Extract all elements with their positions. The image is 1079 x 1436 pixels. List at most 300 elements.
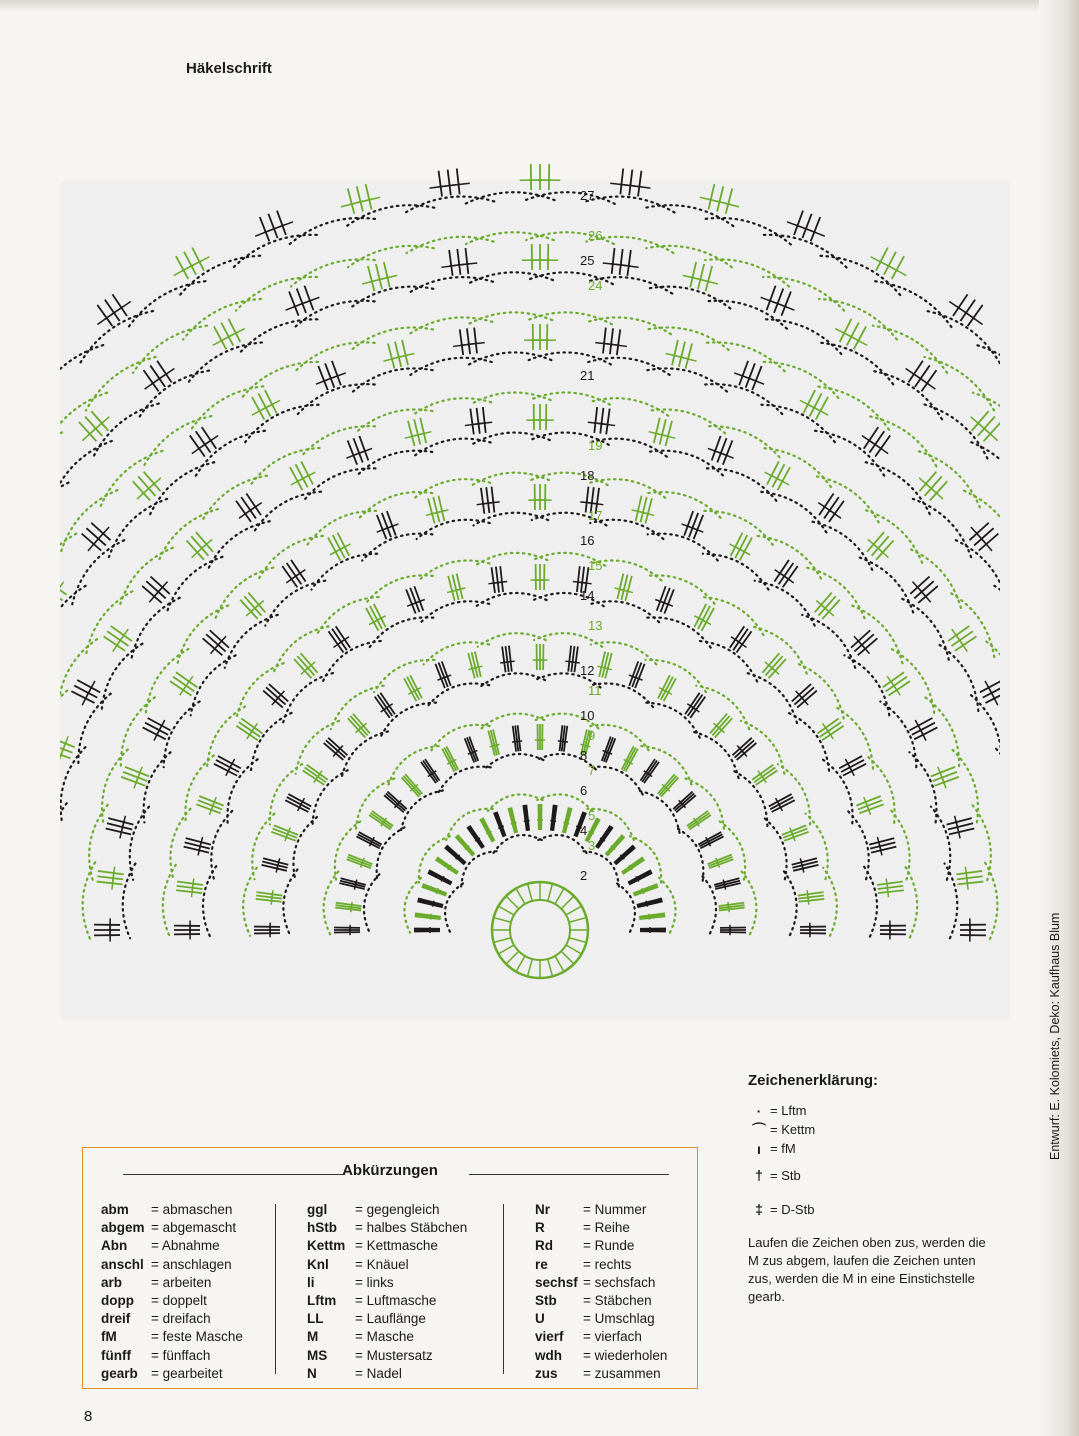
abbreviation-entry <box>307 1311 467 1329</box>
stitch-cluster <box>176 878 203 897</box>
abbreviation-key: N <box>307 1365 317 1381</box>
abbreviation-meaning: = halbes Stäbchen <box>355 1220 468 1236</box>
stitch-cluster <box>798 890 825 904</box>
stitch-cluster <box>324 738 348 760</box>
round-label: 12 <box>580 663 595 678</box>
abbreviation-key: Stb <box>535 1292 557 1308</box>
stitch-cluster <box>710 714 732 738</box>
stitch-cluster <box>637 898 663 907</box>
abbreviation-entry <box>101 1348 243 1366</box>
round-label: 14 <box>580 588 595 603</box>
abbreviation-meaning: = Umschlag <box>583 1311 655 1327</box>
stitch-cluster <box>682 511 704 539</box>
stitch-cluster <box>60 736 75 762</box>
abbreviation-meaning: = links <box>355 1274 394 1290</box>
round-label: 10 <box>580 708 595 723</box>
stitch-cluster <box>835 319 867 350</box>
stitch-cluster <box>862 427 890 456</box>
chain-round <box>60 192 1000 944</box>
stitch-cluster <box>787 211 825 242</box>
stitch-cluster <box>133 472 161 501</box>
abbreviation-entry <box>535 1238 667 1256</box>
stitch-cluster <box>285 794 311 812</box>
stitch-cluster <box>184 837 211 855</box>
abbreviation-entry <box>101 1275 243 1293</box>
stitch-cluster <box>628 870 652 884</box>
abbreviation-key: LL <box>307 1311 324 1327</box>
stitch-cluster <box>880 921 906 940</box>
abbreviations-title: Abkürzungen <box>342 1162 438 1179</box>
stitch-cluster <box>960 918 986 941</box>
stitch-mark <box>561 896 574 909</box>
stitch-cluster <box>377 511 399 539</box>
stitch-mark <box>566 945 582 954</box>
stitch-mark <box>569 918 586 923</box>
stitch-cluster <box>883 672 910 695</box>
stitch-cluster <box>633 884 658 896</box>
abbreviation-entry <box>535 1202 667 1220</box>
stitch-cluster <box>956 867 983 890</box>
stitch-mark <box>494 938 511 943</box>
abbreviation-meaning: = Luftmasche <box>355 1292 437 1308</box>
stitch-cluster <box>558 725 568 751</box>
stitch-mark <box>555 888 564 904</box>
abbreviation-meaning: = feste Masche <box>151 1329 243 1345</box>
abbreviation-key: re <box>535 1256 548 1272</box>
stitch-cluster <box>196 796 223 815</box>
stitch-cluster <box>629 661 645 688</box>
symbol-legend <box>748 1072 1008 1306</box>
stitch-mark <box>555 956 564 972</box>
stitch-cluster <box>417 898 443 907</box>
abbreviation-key: anschl <box>101 1256 144 1272</box>
stitch-cluster <box>421 759 440 783</box>
abbreviation-entry <box>307 1366 467 1384</box>
abbreviation-key: Abn <box>101 1238 128 1254</box>
stitch-cluster <box>632 496 655 524</box>
round-label: 27 <box>580 188 595 203</box>
round-label: 3 <box>588 838 596 853</box>
stitch-cluster <box>271 825 298 841</box>
stitch-cluster <box>947 816 975 839</box>
stitch-cluster <box>170 672 197 695</box>
abbreviation-meaning: = Kettmasche <box>355 1238 438 1254</box>
stitch-cluster <box>714 878 740 889</box>
legend-item <box>748 1192 1008 1226</box>
stitch-cluster <box>869 837 896 855</box>
stitch-cluster <box>683 262 718 291</box>
stitch-cluster <box>792 684 817 708</box>
stitch-cluster <box>666 340 697 369</box>
stitch-cluster <box>708 855 734 869</box>
stitch-cluster <box>622 857 645 874</box>
stitch-cluster <box>877 878 904 897</box>
abbreviation-meaning: = dreifach <box>151 1311 211 1327</box>
legend-label: = Lftm <box>770 1103 807 1118</box>
stitch-cluster <box>658 675 676 701</box>
stitch-cluster <box>603 248 639 276</box>
stitch-cluster <box>341 184 380 214</box>
stitch-cluster <box>639 913 665 919</box>
stitch-cluster <box>467 825 484 848</box>
stitch-cluster <box>362 262 397 291</box>
abbreviation-entry <box>535 1329 667 1347</box>
stitch-cluster <box>316 361 346 390</box>
round-label: 26 <box>588 228 603 243</box>
legend-label: = D-Stb <box>770 1201 815 1217</box>
legend-label: = Stb <box>770 1167 801 1183</box>
stitch-mark <box>498 945 514 954</box>
stitch-cluster <box>906 361 937 392</box>
stitch-cluster <box>733 738 757 760</box>
stitch-cluster <box>694 604 714 631</box>
bar-icon: ı <box>757 1140 761 1157</box>
stitch-cluster <box>761 286 795 316</box>
legend-item <box>748 1139 1008 1158</box>
abbreviation-meaning: = Reihe <box>583 1220 630 1236</box>
abbreviation-entry <box>101 1257 243 1275</box>
stitch-cluster <box>435 857 458 874</box>
abbreviation-meaning: = wiederholen <box>583 1347 668 1363</box>
stitch-cluster <box>236 494 262 522</box>
stitch-cluster <box>818 494 844 522</box>
stitch-mark <box>506 951 519 964</box>
chain-round <box>60 312 1000 942</box>
stitch-cluster <box>528 484 551 510</box>
stitch-cluster <box>698 832 723 848</box>
page-edge <box>0 0 1079 12</box>
abbreviation-entry <box>535 1257 667 1275</box>
round-label: 11 <box>588 683 602 698</box>
stitch-cluster <box>734 361 764 390</box>
divider <box>469 1174 669 1175</box>
stitch-cluster <box>563 807 572 833</box>
stitch-mark <box>494 918 511 923</box>
stitch-cluster <box>792 858 819 872</box>
abbreviation-meaning: = Stäbchen <box>583 1292 652 1308</box>
stitch-cluster <box>649 418 676 446</box>
stitch-mark <box>516 956 525 972</box>
round-label: 25 <box>580 253 595 268</box>
legend-title: Zeichenerklärung: <box>748 1072 879 1089</box>
stitch-cluster <box>524 324 556 350</box>
stitch-cluster <box>762 653 786 678</box>
abbreviation-entry <box>307 1329 467 1347</box>
stitch-cluster <box>910 576 938 602</box>
stitch-cluster <box>522 244 558 270</box>
stitch-cluster <box>508 807 517 833</box>
abbreviation-key: fünff <box>101 1347 131 1363</box>
stitch-mark <box>498 906 514 915</box>
divider <box>275 1204 276 1374</box>
stitch-cluster <box>526 404 554 430</box>
stitch-cluster <box>262 858 289 872</box>
round-label: 2 <box>580 868 588 883</box>
abbreviation-entry <box>535 1275 667 1293</box>
abbreviation-entry <box>535 1293 667 1311</box>
stitch-cluster <box>980 680 1000 705</box>
dot-icon: · <box>756 1102 762 1119</box>
abbreviations-column <box>307 1202 467 1384</box>
abbreviation-key: Knl <box>307 1256 329 1272</box>
stitch-cluster <box>685 693 705 718</box>
abbreviation-meaning: = gearbeitet <box>151 1365 223 1381</box>
stitch-cluster <box>97 294 130 326</box>
abbreviation-key: zus <box>535 1365 558 1381</box>
center-ring <box>510 900 570 960</box>
stitch-cluster <box>447 574 465 601</box>
stitch-cluster <box>867 532 893 560</box>
stitch-cluster <box>356 832 381 848</box>
abbreviation-meaning: = abgemascht <box>151 1220 237 1236</box>
abbreviation-meaning: = Knäuel <box>355 1256 409 1272</box>
stitch-cluster <box>435 661 451 688</box>
stitch-cluster <box>240 593 265 619</box>
abbreviation-meaning: = Nummer <box>583 1202 647 1217</box>
stitch-cluster <box>769 794 795 812</box>
stitch-cluster <box>596 825 613 848</box>
abbreviation-meaning: = Runde <box>583 1238 635 1254</box>
stitch-cluster <box>673 792 696 813</box>
stitch-cluster <box>700 184 739 214</box>
round-label: 19 <box>588 438 603 453</box>
abbreviation-meaning: = sechsfach <box>583 1274 656 1290</box>
abbreviation-key: dreif <box>101 1311 131 1327</box>
abbreviations-column <box>535 1202 667 1384</box>
stitch-cluster <box>658 774 679 797</box>
round-label: 13 <box>588 618 603 633</box>
stitch-cluster <box>94 918 120 941</box>
abbreviation-key: hStb <box>307 1220 337 1236</box>
stitch-mark <box>528 959 533 976</box>
stitch-cluster <box>334 925 360 935</box>
stitch-mark <box>548 884 553 901</box>
abbreviation-key: abm <box>101 1202 129 1217</box>
round-label: 17 <box>588 508 603 523</box>
stitch-cluster <box>488 566 507 593</box>
stitch-cluster <box>602 737 616 763</box>
stitch-cluster <box>428 870 452 884</box>
stitch-cluster <box>60 580 67 608</box>
abbreviation-key: Nr <box>535 1202 551 1217</box>
stitch-cluster <box>605 835 624 856</box>
stitch-cluster <box>328 533 351 561</box>
chain-round <box>83 473 998 939</box>
stitch-cluster <box>106 816 134 839</box>
stitch-cluster <box>405 418 432 446</box>
chain-round <box>364 754 716 933</box>
page-gutter <box>1039 0 1079 1436</box>
abbreviation-key: U <box>535 1311 545 1327</box>
stitch-cluster <box>730 626 752 652</box>
abbreviation-key: vierf <box>535 1329 564 1345</box>
dagger-icon: † <box>755 1167 763 1183</box>
stitch-cluster <box>614 845 635 864</box>
abbreviation-entry <box>307 1238 467 1256</box>
abbreviation-key: fM <box>101 1329 117 1345</box>
abbreviation-meaning: = Nadel <box>355 1365 402 1381</box>
stitch-cluster <box>565 646 579 673</box>
stitch-cluster <box>254 923 280 938</box>
legend-note: Laufen die Zeichen oben zus, werden die M zus abgem, laufen die Zeichen unten zus, werden die M in eine Einstichstelle gearb. <box>748 1235 986 1304</box>
abbreviation-meaning: = rechts <box>583 1256 632 1272</box>
abbreviation-key: dopp <box>101 1292 134 1308</box>
arc-icon: ⌒ <box>752 1121 766 1138</box>
stitch-cluster <box>531 564 550 590</box>
stitch-cluster <box>687 811 711 830</box>
round-label: 8 <box>580 748 588 763</box>
stitch-cluster <box>303 765 328 785</box>
stitch-cluster <box>82 523 111 551</box>
stitch-cluster <box>655 586 674 613</box>
stitch-cluster <box>186 532 212 560</box>
abbreviation-key: M <box>307 1329 319 1345</box>
stitch-cluster <box>121 767 149 789</box>
stitch-cluster <box>426 496 449 524</box>
stitch-cluster <box>190 427 218 456</box>
stitch-cluster <box>335 902 361 912</box>
stitch-cluster <box>468 652 482 679</box>
stitch-cluster <box>383 340 414 369</box>
abbreviation-meaning: = Masche <box>355 1329 414 1345</box>
abbreviation-key: Kettm <box>307 1238 346 1254</box>
stitch-cluster <box>948 626 976 652</box>
round-label: 24 <box>588 278 603 293</box>
round-label: 5 <box>588 808 596 823</box>
abbreviation-entry <box>101 1220 243 1238</box>
abbreviation-key: arb <box>101 1274 123 1290</box>
abbreviation-meaning: = Abnahme <box>151 1238 220 1254</box>
stitch-mark <box>528 884 533 901</box>
legend-item <box>748 1101 1008 1120</box>
legend-label: = Kettm <box>770 1122 816 1137</box>
stitch-cluster <box>752 765 777 785</box>
stitch-cluster <box>782 825 809 841</box>
stitch-cluster <box>512 725 522 751</box>
stitch-cluster <box>815 593 840 619</box>
abbreviation-meaning: = abmaschen <box>151 1202 233 1217</box>
stitch-cluster <box>523 805 529 831</box>
stitch-cluster <box>214 756 241 776</box>
stitch-cluster <box>480 818 494 842</box>
stitch-cluster <box>537 804 543 830</box>
stitch-cluster <box>79 411 109 441</box>
stitch-cluster <box>856 796 883 815</box>
stitch-cluster <box>800 390 828 420</box>
abbreviation-key: li <box>307 1274 315 1290</box>
stitch-cluster <box>931 767 959 789</box>
stitch-cluster <box>949 294 982 326</box>
stitch-cluster <box>174 921 200 940</box>
abbreviation-meaning: = arbeiten <box>151 1274 212 1290</box>
abbreviation-entry <box>101 1366 243 1384</box>
abbreviation-key: MS <box>307 1347 328 1363</box>
stitch-cluster <box>455 835 474 856</box>
stitch-cluster <box>97 867 124 890</box>
abbreviation-entry <box>535 1348 667 1366</box>
stitch-mark <box>506 896 519 909</box>
stitch-mark <box>516 888 525 904</box>
stitch-cluster <box>477 487 500 514</box>
stitch-cluster <box>104 626 132 652</box>
stitch-cluster <box>404 675 422 701</box>
stitch-cluster <box>369 811 393 830</box>
abbreviation-key: abgem <box>101 1220 145 1236</box>
stitch-cluster <box>328 626 350 652</box>
stitch-cluster <box>839 756 866 776</box>
abbreviation-entry <box>307 1293 467 1311</box>
stitch-cluster <box>422 884 447 896</box>
abbreviation-key: sechsf <box>535 1274 578 1290</box>
abbreviation-entry <box>101 1329 243 1347</box>
credit-line: Entwurf: E. Kolomiets, Deko: Kaufhaus Blum <box>1048 912 1062 1160</box>
abbreviation-key: Lftm <box>307 1292 337 1308</box>
stitch-cluster <box>774 560 797 587</box>
stitch-cluster <box>708 436 734 465</box>
stitch-cluster <box>286 286 320 316</box>
abbreviation-meaning: = anschlagen <box>151 1256 232 1272</box>
abbreviation-meaning: = Lauflänge <box>355 1311 426 1327</box>
stitch-mark <box>561 951 574 964</box>
stitch-cluster <box>465 737 479 763</box>
abbreviation-key: gearb <box>101 1365 138 1381</box>
stitch-cluster <box>919 472 947 501</box>
stitch-cluster <box>294 653 318 678</box>
stitch-cluster <box>256 890 283 904</box>
abbreviation-entry <box>307 1202 467 1220</box>
stitch-cluster <box>800 923 826 938</box>
legend-item <box>748 1120 1008 1139</box>
stitch-cluster <box>282 560 305 587</box>
stitch-cluster <box>718 902 744 912</box>
stitch-cluster <box>520 164 560 190</box>
stitch-cluster <box>765 461 790 490</box>
round-label: 15 <box>588 558 603 573</box>
abbreviation-entry <box>307 1275 467 1293</box>
round-label: 9 <box>588 728 596 743</box>
stitch-cluster <box>263 684 288 708</box>
stitch-cluster <box>347 855 373 869</box>
abbreviation-entry <box>101 1311 243 1329</box>
abbreviation-entry <box>307 1257 467 1275</box>
stitch-cluster <box>488 729 499 755</box>
stitch-cluster <box>640 759 659 783</box>
abbreviation-meaning: = gegengleich <box>355 1202 440 1217</box>
round-label: 18 <box>580 468 595 483</box>
round-label: 7 <box>588 763 596 778</box>
abbreviation-key: ggl <box>307 1202 328 1217</box>
page-title: Häkelschrift <box>186 60 272 77</box>
stitch-cluster <box>339 878 365 889</box>
stitch-cluster <box>610 169 650 197</box>
stitch-cluster <box>910 718 938 741</box>
abbreviation-entry <box>101 1238 243 1256</box>
abbreviation-meaning: = doppelt <box>151 1292 207 1308</box>
stitch-mark <box>566 906 582 915</box>
stitch-cluster <box>615 574 633 601</box>
stitch-cluster <box>969 523 998 551</box>
stitch-cluster <box>366 604 386 631</box>
abbreviation-entry <box>101 1293 243 1311</box>
abbreviation-meaning: = vierfach <box>583 1329 642 1345</box>
crochet-chart <box>60 90 1000 1040</box>
stitch-cluster <box>533 644 548 670</box>
stitch-cluster <box>453 328 485 356</box>
stitch-mark <box>569 938 586 943</box>
stitch-cluster <box>402 774 423 797</box>
abbreviation-meaning: = Mustersatz <box>355 1347 433 1363</box>
stitch-cluster <box>71 680 100 705</box>
